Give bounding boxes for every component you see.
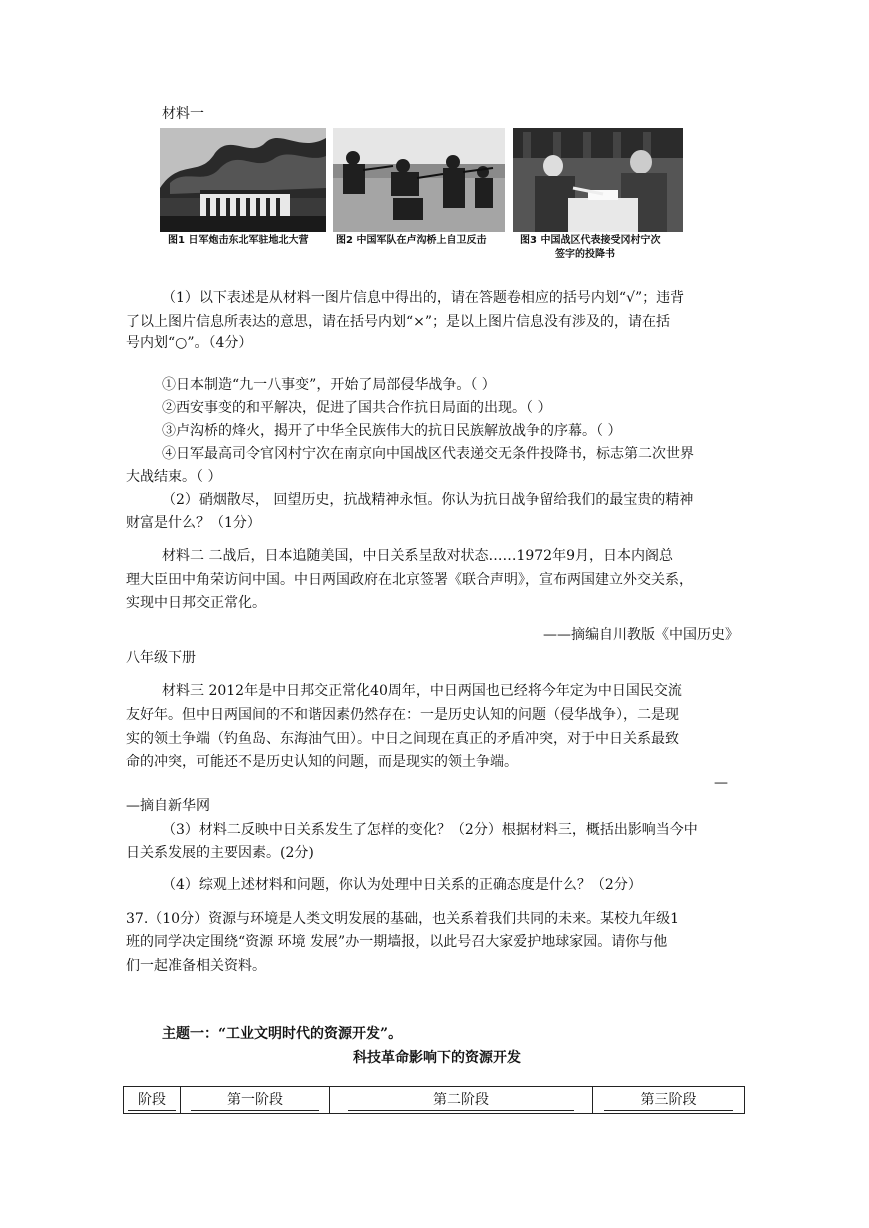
table-header-stage-3: 第三阶段	[604, 1090, 734, 1111]
q1-item-1: ①日本制造“九一八事变”，开始了局部侵华战争。（ ）	[162, 377, 496, 393]
material3-source: —摘自新华网	[126, 798, 210, 814]
material2-source-cont: 八年级下册	[126, 650, 196, 666]
figure-2-photo	[333, 128, 505, 232]
q37-line-2: 班的同学决定围绕“资源 环境 发展”办一期墙报，以此号召大家爱护地球家园。请你与他	[126, 934, 668, 950]
q2-line-1: （2）硝烟散尽， 回望历史，抗战精神永恒。你认为抗日战争留给我们的最宝贵的精神	[162, 492, 694, 508]
figure-1-caption: 图1 日军炮击东北军驻地北大营	[168, 235, 309, 246]
table-header-stage-1: 第一阶段	[191, 1090, 318, 1111]
material3-line-3: 实的领土争端（钓鱼岛、东海油气田）。中日之间现在真正的矛盾冲突，对于中日关系最致	[126, 731, 679, 747]
material2-line-1: 材料二 二战后，日本追随美国，中日关系呈敌对状态……1972年9月，日本内阁总	[162, 548, 673, 564]
q3-line-2: 日关系发展的主要因素。(2分)	[126, 845, 314, 861]
q4-line: （4）综观上述材料和问题，你认为处理中日关系的正确态度是什么？（2分）	[162, 877, 642, 893]
q1-item-4-cont: 大战结束。（ ）	[126, 469, 222, 485]
table-header-stage: 阶段	[128, 1090, 176, 1111]
q3-line-1: （3）材料二反映中日关系发生了怎样的变化？（2分）根据材料三，概括出影响当今中	[162, 822, 698, 838]
q1-item-3: ③卢沟桥的烽火，揭开了中华全民族伟大的抗日民族解放战争的序幕。（ ）	[162, 423, 622, 439]
table-header-row	[124, 1087, 745, 1114]
table-title: 科技革命影响下的资源开发	[353, 1050, 521, 1066]
material3-line-2: 友好年。但中日两国间的不和谐因素仍然存在：一是历史认知的问题（侵华战争），二是现	[126, 707, 679, 723]
material3-line-1: 材料三 2012年是中日邦交正常化40周年，中日两国也已经将今年定为中日国民交流	[162, 683, 682, 699]
q1-line-2: 了以上图片信息所表达的意思，请在括号内划“×”；是以上图片信息没有涉及的，请在括	[126, 314, 671, 330]
fire-smoke-barracks-photo-icon	[160, 128, 326, 232]
figure-2-caption: 图2 中国军队在卢沟桥上自卫反击	[336, 235, 487, 246]
table-header-cell	[124, 1087, 181, 1114]
figure-3-caption-line2: 签字的投降书	[555, 249, 615, 260]
material3-line-4: 命的冲突，可能还不是历史认知的问题，而是现实的领土争端。	[126, 754, 518, 770]
theme1-heading: 主题一：“工业文明时代的资源开发”。	[162, 1026, 403, 1042]
material2-line-2: 理大臣田中角荣访问中国。中日两国政府在北京签署《联合声明》，宣布两国建立外交关系，	[126, 572, 693, 588]
table-header-cell	[593, 1087, 745, 1114]
table-header-cell	[181, 1087, 330, 1114]
material3-source-dash: —	[714, 775, 728, 791]
q2-line-2: 财富是什么？（1分）	[126, 515, 261, 531]
material2-line-3: 实现中日邦交正常化。	[126, 595, 266, 611]
q37-line-3: 们一起准备相关资料。	[126, 958, 266, 974]
resource-stages-table	[123, 1086, 745, 1114]
soldiers-firing-photo-icon	[333, 128, 505, 232]
figure-3-photo	[513, 128, 683, 232]
q1-item-4: ④日军最高司令官冈村宁次在南京向中国战区代表递交无条件投降书，标志第二次世界	[162, 446, 694, 462]
figure-3-caption-line1: 图3 中国战区代表接受冈村宁次	[520, 235, 661, 246]
q37-line-1: 37.（10分）资源与环境是人类文明发展的基础，也关系着我们共同的未来。某校九年级1	[126, 911, 679, 927]
table-header-stage-2: 第二阶段	[348, 1090, 573, 1111]
material1-label: 材料一	[162, 106, 204, 122]
table-header-cell	[330, 1087, 593, 1114]
figure-1-photo	[160, 128, 326, 232]
q1-item-2: ②西安事变的和平解决，促进了国共合作抗日局面的出现。（ ）	[162, 400, 552, 416]
q1-line-3: 号内划“○”。（4分）	[126, 335, 253, 351]
q1-line-1: （1）以下表述是从材料一图片信息中得出的，请在答题卷相应的括号内划“√”；违背	[162, 290, 685, 306]
surrender-signing-photo-icon	[513, 128, 683, 232]
material2-source: ——摘编自川教版《中国历史》	[543, 627, 739, 643]
